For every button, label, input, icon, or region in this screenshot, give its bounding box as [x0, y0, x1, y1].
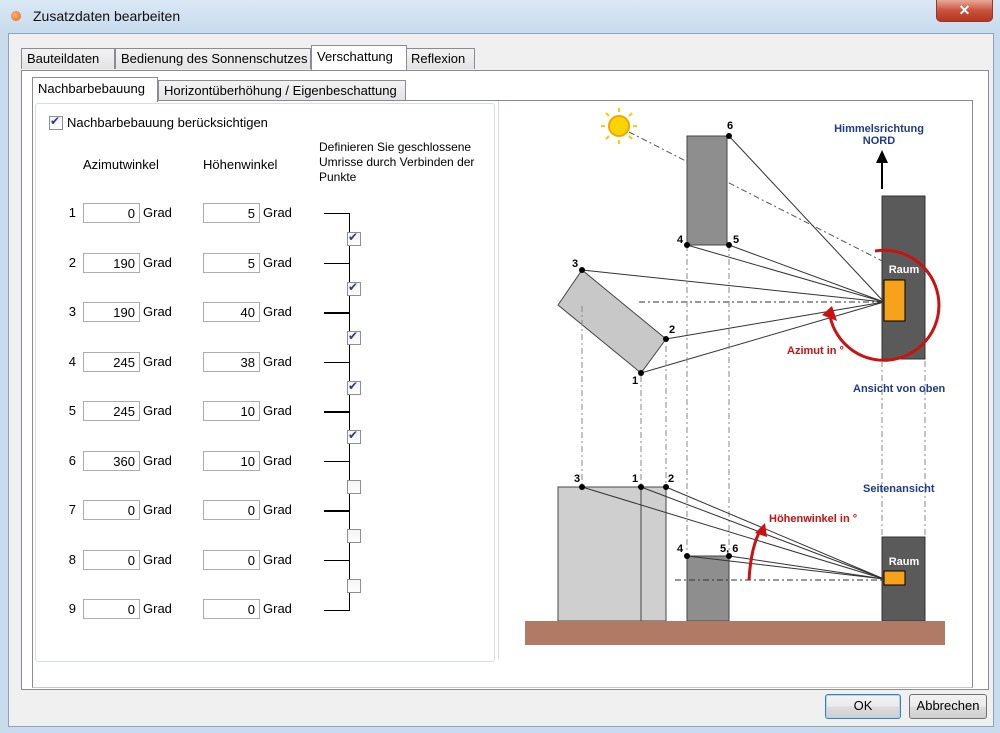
diagram-svg: [499, 101, 971, 659]
top-point-label: 5: [733, 234, 740, 246]
hoehe-input[interactable]: 0: [203, 550, 260, 570]
hoehe-input[interactable]: 40: [203, 302, 260, 322]
unit-label: Grad: [263, 354, 292, 369]
side-point-label: 2: [668, 473, 675, 485]
north-label-2: NORD: [862, 135, 896, 147]
unit-label: Grad: [143, 255, 172, 270]
unit-label: Grad: [143, 601, 172, 616]
hoehe-input[interactable]: 10: [203, 401, 260, 421]
unit-label: Grad: [263, 552, 292, 567]
unit-label: Grad: [143, 304, 172, 319]
connect-checkbox[interactable]: [347, 579, 361, 593]
azimut-label: Azimut in °: [787, 345, 844, 357]
room-building-top: [882, 196, 925, 359]
consider-neighbors-checkbox[interactable]: [49, 116, 63, 130]
hoehe-column-header: Höhenwinkel: [203, 157, 278, 172]
unit-label: Grad: [143, 354, 172, 369]
cancel-button[interactable]: Abbrechen: [909, 694, 987, 719]
connect-checkbox[interactable]: [347, 232, 361, 246]
neighbor-building-b: [558, 270, 666, 373]
shading-diagram: [498, 101, 971, 659]
unit-label: Grad: [263, 403, 292, 418]
row-number: 6: [68, 453, 76, 468]
hoehen-arc: [749, 529, 761, 580]
north-label-1: Himmelsrichtung: [834, 123, 924, 135]
unit-label: Grad: [143, 552, 172, 567]
connect-checkbox[interactable]: [347, 381, 361, 395]
neighbor-building-a-side: [687, 556, 729, 621]
connect-checkbox[interactable]: [347, 430, 361, 444]
azimut-input[interactable]: 245: [83, 401, 140, 421]
unit-label: Grad: [143, 502, 172, 517]
row-number: 1: [68, 205, 76, 220]
nachbarbebauung-panel: [32, 100, 973, 688]
connect-checkbox[interactable]: [347, 282, 361, 296]
connect-column-header: Definieren Sie geschlossene Umrisse durch Verbinden der Punkte: [319, 140, 475, 184]
ground: [525, 621, 945, 645]
hoehen-label: Höhenwinkel in °: [769, 513, 858, 525]
sun-ray-line: [629, 132, 894, 267]
azimut-input[interactable]: 0: [83, 500, 140, 520]
window-title: Zusatzdaten bearbeiten: [33, 8, 181, 24]
side-point-label: 1: [632, 473, 639, 485]
sun-icon: [601, 108, 637, 144]
top-point-label: 1: [632, 375, 639, 387]
app-icon: [11, 11, 21, 21]
room-label-side: Raum: [888, 556, 920, 568]
unit-label: Grad: [143, 453, 172, 468]
tab-verschattung[interactable]: Verschattung: [311, 45, 407, 70]
tab-bauteildaten[interactable]: Bauteildaten: [21, 48, 115, 69]
neighbor-building-b-side: [558, 487, 666, 621]
top-point-label: 2: [669, 324, 676, 336]
row-number: 3: [68, 304, 76, 319]
room-window-side: [884, 571, 905, 585]
azimut-input[interactable]: 0: [83, 599, 140, 619]
hoehe-input[interactable]: 10: [203, 451, 260, 471]
hoehe-input[interactable]: 0: [203, 599, 260, 619]
top-point-label: 6: [727, 120, 734, 132]
unit-label: Grad: [263, 205, 292, 220]
connect-checkbox[interactable]: [347, 480, 361, 494]
hoehe-input[interactable]: 5: [203, 253, 260, 273]
connect-checkbox[interactable]: [347, 529, 361, 543]
top-view-label: Ansicht von oben: [853, 383, 946, 395]
azimut-input[interactable]: 360: [83, 451, 140, 471]
row-number: 8: [68, 552, 76, 567]
side-point-label: 4: [677, 543, 684, 555]
hoehe-input[interactable]: 5: [203, 203, 260, 223]
consider-neighbors-label: Nachbarbebauung berücksichtigen: [67, 115, 268, 130]
unit-label: Grad: [263, 255, 292, 270]
top-point-label: 3: [572, 258, 579, 270]
close-button[interactable]: ✕: [936, 0, 993, 22]
unit-label: Grad: [143, 205, 172, 220]
side-view-label: Seitenansicht: [863, 483, 935, 495]
verschattung-panel: [21, 70, 989, 690]
point-input-group: [35, 103, 495, 662]
unit-label: Grad: [143, 403, 172, 418]
subtab-horizontueberhoehung[interactable]: Horizontüberhöhung / Eigenbeschattung: [158, 80, 406, 101]
ok-button[interactable]: OK: [825, 694, 901, 719]
tab-reflexion[interactable]: Reflexion: [405, 48, 475, 69]
side-point-label: 3: [574, 473, 581, 485]
side-point-label: 5, 6: [720, 543, 739, 555]
row-number: 9: [68, 601, 76, 616]
row-number: 5: [68, 403, 76, 418]
hoehe-input[interactable]: 38: [203, 352, 260, 372]
azimut-input[interactable]: 190: [83, 302, 140, 322]
unit-label: Grad: [263, 601, 292, 616]
hoehe-input[interactable]: 0: [203, 500, 260, 520]
azimut-input[interactable]: 190: [83, 253, 140, 273]
row-number: 4: [68, 354, 76, 369]
dialog-client: [8, 33, 994, 727]
top-point-label: 4: [677, 234, 684, 246]
title-bar: [0, 0, 1000, 34]
neighbor-building-a: [687, 136, 727, 245]
unit-label: Grad: [263, 502, 292, 517]
tab-bedienung-sonnenschutz[interactable]: Bedienung des Sonnenschutzes: [115, 48, 311, 69]
unit-label: Grad: [263, 453, 292, 468]
connect-checkbox[interactable]: [347, 331, 361, 345]
unit-label: Grad: [263, 304, 292, 319]
row-number: 2: [68, 255, 76, 270]
room-window-top: [884, 280, 905, 321]
azimut-input[interactable]: 245: [83, 352, 140, 372]
azimut-column-header: Azimutwinkel: [83, 157, 159, 172]
room-label-top: Raum: [888, 264, 920, 276]
azimut-input[interactable]: 0: [83, 550, 140, 570]
subtab-nachbarbebauung[interactable]: Nachbarbebauung: [32, 77, 158, 102]
azimut-input[interactable]: 0: [83, 203, 140, 223]
row-number: 7: [68, 502, 76, 517]
